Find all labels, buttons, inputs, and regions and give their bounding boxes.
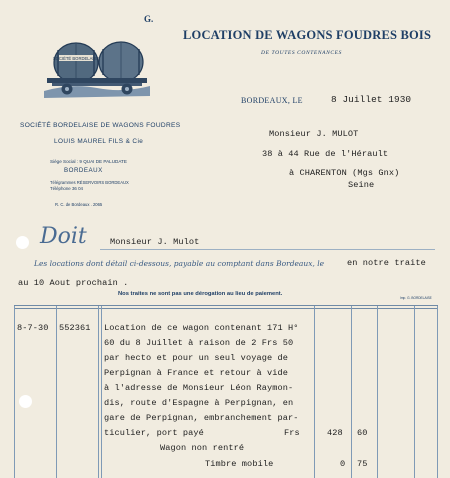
company-seat: Siège Social : 9 QUAI DE PALUDATE	[50, 159, 127, 164]
ledger-col-line	[98, 306, 99, 478]
letter-code: G.	[144, 14, 154, 24]
amount-francs: 428	[327, 428, 343, 438]
recipient-name: Monsieur J. MULOT	[269, 129, 359, 139]
ledger-line: gare de Perpignan, embranchement par-	[104, 413, 299, 423]
stamp-cents: 75	[357, 459, 368, 469]
ledger-top-border	[14, 305, 438, 306]
printer-mark: Imp. G. BORDELAISE	[400, 296, 432, 300]
ledger-col-line	[56, 306, 57, 478]
recipient-dept: Seine	[348, 180, 375, 190]
ledger-col-line	[377, 306, 378, 478]
payment-date: au 10 Aout prochain .	[18, 278, 129, 288]
company-city: BORDEAUX	[64, 167, 103, 174]
ledger-line: à l'adresse de Monsieur Léon Raymon-	[104, 383, 294, 393]
amount-cents: 60	[357, 428, 368, 438]
ledger-note: Wagon non rentré	[160, 443, 245, 453]
ledger-line: ticulier, port payé	[104, 428, 204, 438]
ledger-col-line	[351, 306, 352, 478]
company-name: SOCIÉTÉ BORDELAISE DE WAGONS FOUDRES	[20, 122, 181, 129]
ledger-line: dis, route d'Espagne à Perpignan, en	[104, 398, 294, 408]
ledger-col-line	[414, 306, 415, 478]
ledger-date: 8-7-30	[17, 323, 49, 333]
recipient-city: à CHARENTON (Mgs Gnx)	[289, 168, 400, 178]
debit-name: Monsieur J. Mulot	[110, 237, 200, 247]
ledger-line: Perpignan à France et retour à vide	[104, 368, 288, 378]
wagon-label: SOCIÉTÉ BORDELAISE	[52, 56, 100, 61]
wagon-logo	[42, 36, 152, 104]
ledger-line: par hecto et pour un seul voyage de	[104, 353, 288, 363]
company-registry: R. C. de Bordeaux . 2065	[55, 202, 103, 207]
payment-terms: Les locations dont détail ci-dessous, payable au comptant dans Bordeaux, le	[34, 259, 325, 268]
ledger-line: 60 du 8 Juillet à raison de 2 Frs 50	[104, 338, 294, 348]
date-value: 8 Juillet 1930	[331, 94, 412, 105]
company-owner: LOUIS MAUREL FILS & Cie	[54, 138, 144, 145]
payment-notice: Nos traites ne sont pas une dérogation au lieu de paiement.	[118, 291, 283, 297]
doit-heading: Doit	[40, 224, 87, 249]
recipient-street: 38 à 44 Rue de l'Hérault	[262, 149, 389, 159]
ledger-col-line	[14, 306, 15, 478]
company-telegram: Télégrammes RÉSERVOIRS BORDEAUX	[50, 180, 129, 185]
punch-hole-bottom	[19, 395, 32, 408]
page-subtitle: DE TOUTES CONTENANCES	[261, 50, 342, 56]
punch-hole-top	[16, 236, 29, 249]
date-place: BORDEAUX, LE	[241, 96, 303, 105]
ledger-col-line	[101, 306, 102, 478]
company-phone: Téléphone 36 04	[50, 186, 83, 191]
name-underline	[100, 249, 435, 250]
payment-method: en notre traite	[347, 258, 426, 268]
page-title: LOCATION DE WAGONS FOUDRES BOIS	[183, 28, 432, 42]
ledger-wagon-number: 552361	[59, 323, 91, 333]
ledger-currency: Frs	[284, 428, 300, 438]
stamp-label: Timbre mobile	[205, 459, 274, 469]
stamp-francs: 0	[340, 459, 346, 469]
ledger-col-line	[314, 306, 315, 478]
ledger-col-line	[437, 306, 438, 478]
ledger-line: Location de ce wagon contenant 171 H°	[104, 323, 299, 333]
ledger-top-border-double	[14, 308, 438, 309]
